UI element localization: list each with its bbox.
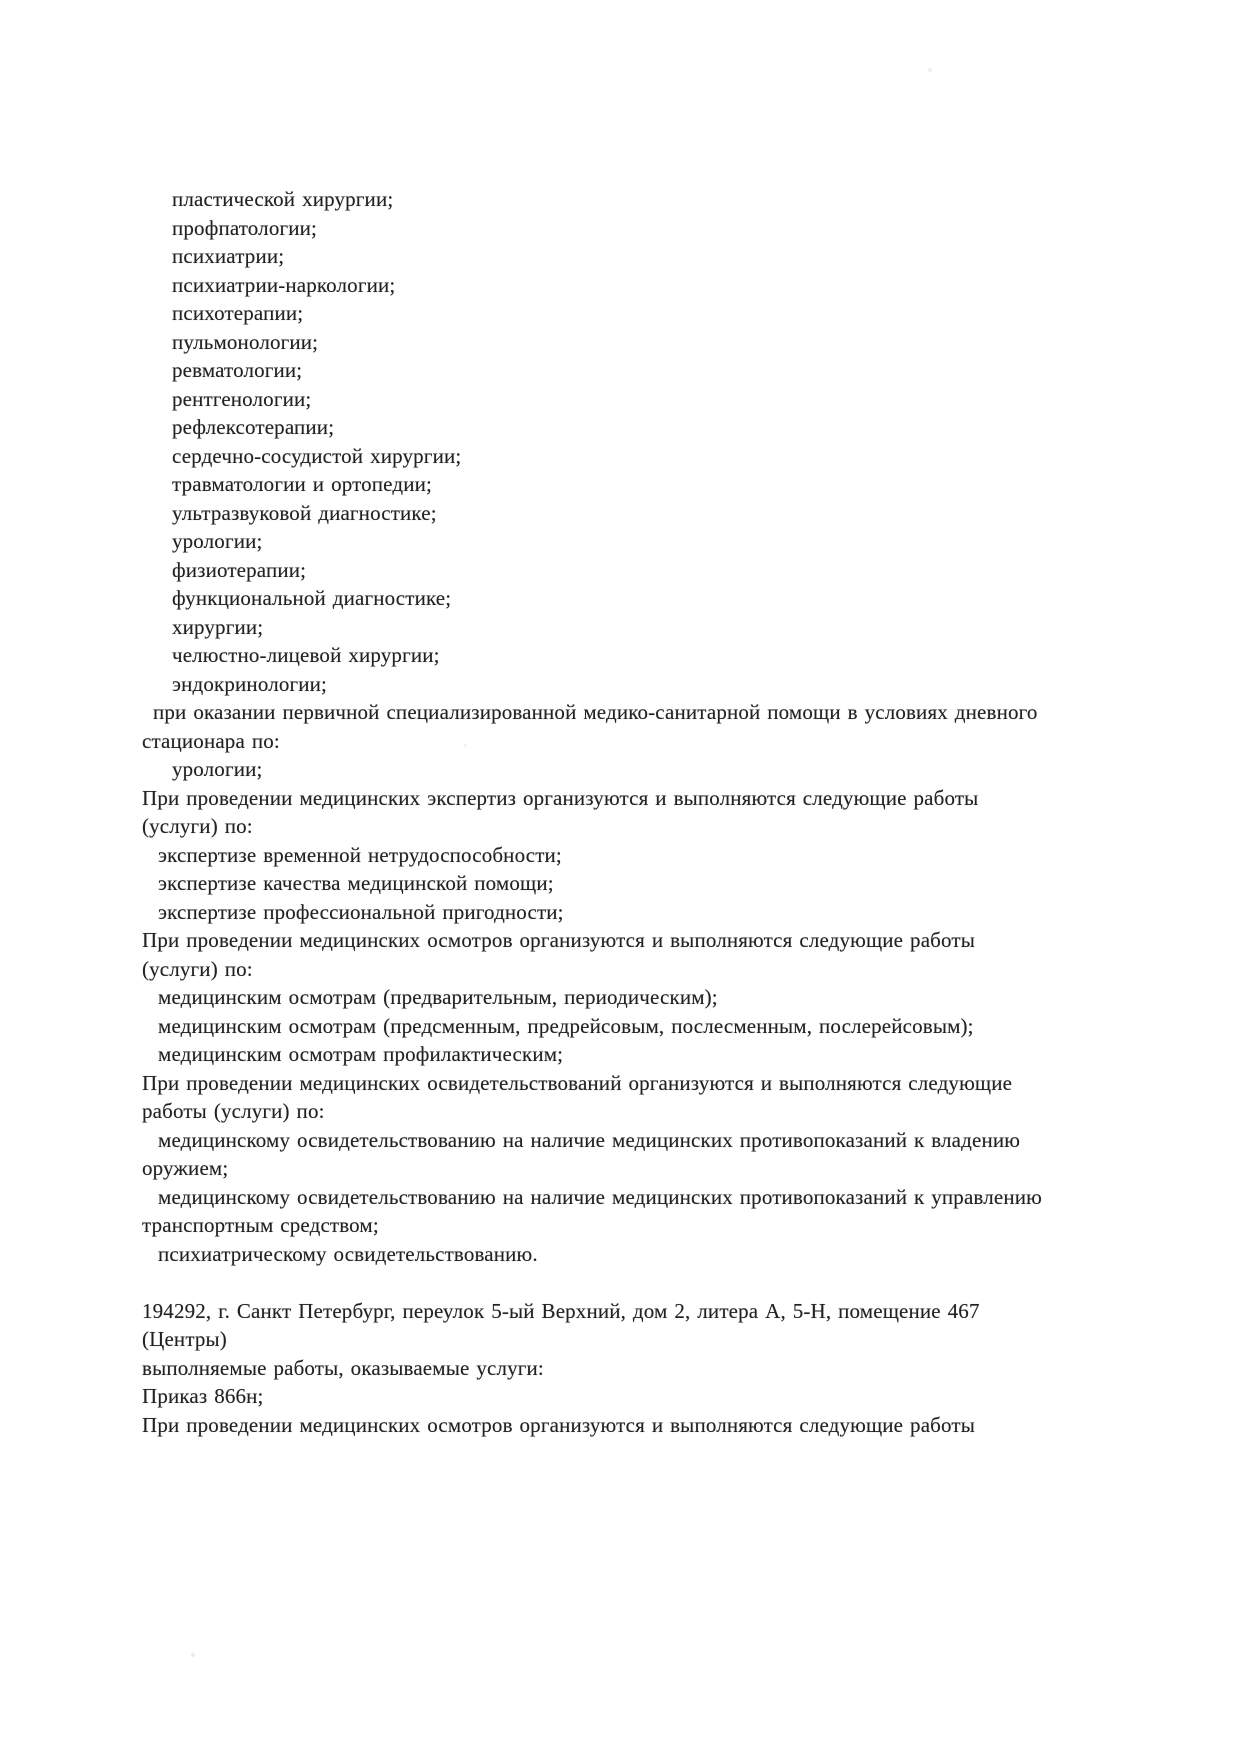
specialty-item: рентгенологии; — [172, 386, 312, 411]
specialty-item: сердечно-сосудистой хирургии; — [172, 443, 462, 468]
exam-item: медицинским осмотрам (предварительным, периодическим); — [158, 985, 718, 1009]
specialty-item: психиатрии; — [172, 244, 285, 268]
specialty-item: пульмонологии; — [172, 329, 319, 354]
specialty-item: ревматологии; — [172, 358, 303, 382]
scan-speck — [464, 744, 467, 747]
expertise-section-heading-line: (услуги) по: — [142, 814, 253, 838]
expertise-section-heading-line: При проведении медицинских экспертиз организуются и выполняются следующие работы — [142, 785, 979, 810]
specialty-item: урологии; — [172, 529, 263, 553]
specialty-item: функциональной диагностике; — [172, 586, 452, 610]
scan-speck — [191, 1653, 195, 1657]
certification-item-line: медицинскому освидетельствованию на наличие медицинских противопоказаний к владению — [158, 1127, 1021, 1152]
license-text-block — [142, 185, 1042, 1439]
expertise-item: экспертизе временной нетрудоспособности; — [158, 842, 562, 867]
specialty-item: пластической хирургии; — [172, 187, 394, 211]
certification-item-line: транспортным средством; — [142, 1213, 379, 1237]
certification-item-line: оружием; — [142, 1156, 229, 1180]
exam-item: медицинским осмотрам (предсменным, предрейсовым, послесменным, послерейсовым); — [158, 1013, 974, 1038]
specialty-item: ультразвуковой диагностике; — [172, 500, 437, 525]
certification-item-line: медицинскому освидетельствованию на наличие медицинских противопоказаний к управлению — [158, 1184, 1042, 1209]
services-label: выполняемые работы, оказываемые услуги: — [142, 1355, 544, 1380]
expertise-item: экспертизе качества медицинской помощи; — [158, 871, 554, 895]
certification-item: психиатрическому освидетельствованию. — [158, 1241, 538, 1266]
specialty-item: физиотерапии; — [172, 557, 307, 582]
specialty-item: хирургии; — [172, 614, 264, 639]
specialty-item: рефлексотерапии; — [172, 415, 335, 439]
specialty-item: эндокринологии; — [172, 671, 327, 696]
certification-section-heading-line: При проведении медицинских освидетельствований организуются и выполняются следующие — [142, 1070, 1013, 1095]
scan-speck — [928, 68, 932, 72]
specialty-item: челюстно-лицевой хирургии; — [172, 643, 440, 667]
exams-section-heading-line: (услуги) по: — [142, 956, 253, 981]
blank-line — [142, 1268, 1042, 1297]
specialty-item: психотерапии; — [172, 301, 304, 325]
expertise-item: экспертизе профессиональной пригодности; — [158, 899, 564, 924]
day-hospital-intro-line: при оказании первичной специализированной медико-санитарной помощи в условиях дневного — [153, 700, 1038, 724]
exams-section-heading-line: При проведении медицинских осмотров организуются и выполняются следующие работы — [142, 928, 975, 952]
specialty-item: профпатологии; — [172, 215, 317, 240]
specialty-item: травматологии и ортопедии; — [172, 472, 432, 496]
specialty-item: урологии; — [172, 757, 263, 781]
specialty-item: психиатрии-наркологии; — [172, 272, 396, 297]
certification-section-heading-line: работы (услуги) по: — [142, 1099, 325, 1123]
order-reference: Приказ 866н; — [142, 1384, 264, 1408]
day-hospital-intro-line: стационара по: — [142, 728, 280, 753]
exam-item: медицинским осмотрам профилактическим; — [158, 1042, 564, 1066]
address-line: 194292, г. Санкт Петербург, переулок 5-ый Верхний, дом 2, литера А, 5-Н, помещение 467 — [142, 1298, 980, 1323]
address-line: (Центры) — [142, 1327, 227, 1351]
exams-heading-line: При проведении медицинских осмотров организуются и выполняются следующие работы — [142, 1412, 975, 1437]
